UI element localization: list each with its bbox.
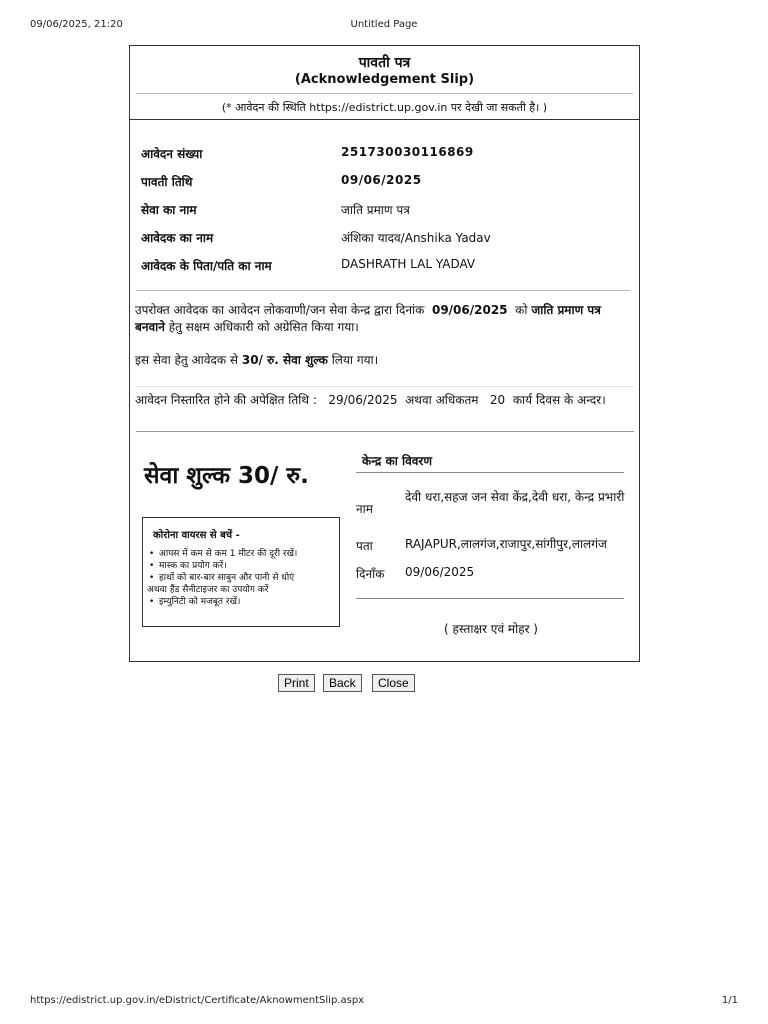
expected-date-paragraph [135,392,630,409]
service-fee-large: सेवा शुल्क 30/ रु. [144,463,309,489]
fee-amount: 30/ रु. सेवा शुल्क [241,353,328,367]
signature-and-seal: ( हस्ताक्षर एवं मोहर ) [444,622,538,636]
kendra-divider-bottom [356,598,624,599]
slip-subtitle: (Acknowledgement Slip) [294,72,475,87]
close-button[interactable]: Close [372,674,415,692]
fee-paragraph [135,352,630,369]
header-divider [136,93,633,94]
detail-label: आवेदक के पिता/पति का नाम [141,259,272,273]
kendra-details-title: केन्द्र का विवरण [362,454,433,468]
detail-label: आवेदन संख्या [141,147,203,161]
print-datetime: 09/06/2025, 21:20 [30,19,123,30]
covid-advisory-box [142,517,340,627]
kendra-date-value: 09/06/2025 [405,565,475,579]
print-button[interactable]: Print [278,674,315,692]
acknowledgement-slip [129,45,640,662]
expected-text: आवेदन निस्तारित होने की अपेक्षित तिथि : [135,393,317,407]
fee-text: इस सेवा हेतु आवेदक से [135,353,239,367]
kendra-name-value: देवी धरा,सहज जन सेवा केंद्र,देवी धरा, केन्द्र प्रभारी [405,490,625,504]
expected-text-2: अथवा अधिकतम [405,393,479,407]
forward-service: जाति प्रमाण पत्र बनवाने [135,303,601,334]
detail-label: सेवा का नाम [141,203,197,217]
expected-divider [136,431,634,432]
kendra-name-label: नाम [356,502,373,516]
application-number: 251730030116869 [341,145,474,159]
kendra-divider-top [356,472,624,473]
expected-date: 29/06/2025 [328,393,398,407]
forward-text: उपरोक्त आवेदक का आवेदन लोकवाणी/जन सेवा केन्द्र द्वारा दिनांक [135,303,425,317]
forward-date: 09/06/2025 [431,303,508,317]
covid-item: • इम्युनिटी को मजबूत रखें। [159,596,339,608]
forward-paragraph [135,302,630,336]
print-page-title: Untitled Page [350,19,418,30]
kendra-date-label: दिनाँक [356,567,385,581]
status-note: (* आवेदन की स्थिति https://edistrict.up.gov.in पर देखी जा सकती है। ) [221,101,548,114]
detail-label: आवेदक का नाम [141,231,214,245]
fee-divider [136,386,634,387]
detail-label: पावती तिथि [141,175,193,189]
kendra-address-value: RAJAPUR,लालगंज,राजापुर,सांगीपुर,लालगंज [405,537,607,551]
forward-text-3: हेतु सक्षम अधिकारी को अग्रेसित किया गया। [168,320,359,334]
expected-text-3: कार्य दिवस के अन्दर। [512,393,606,407]
covid-list [143,548,339,608]
print-footer-page: 1/1 [721,995,738,1006]
slip-title: पावती पत्र [358,55,411,71]
covid-item: • मास्क का प्रयोग करें। [159,560,339,572]
slip-header [130,46,639,120]
kendra-address-label: पता [356,539,373,553]
receipt-date: 09/06/2025 [341,173,422,187]
applicant-name: अंशिका यादव/Anshika Yadav [341,231,491,245]
forward-text-2: को [515,303,528,317]
expected-days: 20 [489,393,506,407]
covid-title: कोरोना वायरस से बचें - [153,530,240,541]
covid-item: • आपस में कम से कम 1 मीटर की दूरी रखें। [159,548,339,560]
back-button[interactable]: Back [323,674,362,692]
fee-text-2: लिया गया। [331,353,379,367]
father-name: DASHRATH LAL YADAV [341,257,476,271]
covid-item: • हाथों को बार-बार साबुन और पानी से धोएं [159,572,339,584]
details-divider [136,290,630,291]
covid-item: अथवा हैंड सैनीटाइजर का उपयोग करें [147,585,269,595]
service-name: जाति प्रमाण पत्र [341,203,410,217]
print-footer-url: https://edistrict.up.gov.in/eDistrict/Certificate/AknowmentSlip.aspx [30,995,365,1006]
